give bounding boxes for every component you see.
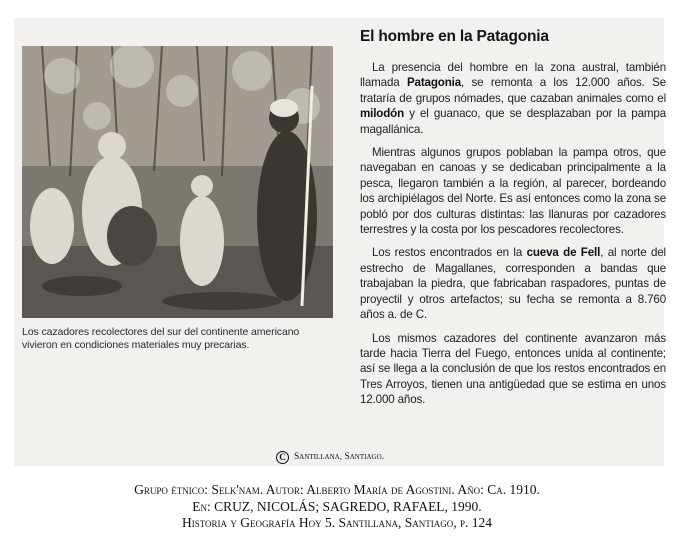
paragraph-3-text-a: Los restos encontrados en la [372,246,527,260]
paragraph-1-text-e: y el guanaco, que se desplazaban por la pampa magallánica. [360,107,666,136]
caption-line-1: Los cazadores recolectores del sur del continente americano [22,326,300,338]
paragraph-3 [360,245,666,322]
paragraph-1-text-a: La presencia del hombre en la zona austral, también llamada [360,61,666,90]
paragraph-4: Los mismos cazadores del continente avanzaron más tarde hacia Tierra del Fuego, entonces unida al continente; así se llega a la conclusión de que los restos encontrados en Tres Arroyos, tienen una antigüedad que se estima en unos 12.000 años. [360,331,666,407]
historical-photo [22,46,333,318]
copyright-notice [276,448,384,466]
photo-caption [22,326,340,352]
paragraph-3-text-c: , al norte del estrecho de Magallanes, corresponden a bandas que trabajaban la piedra, que fabricaban raspadores, puntas de proyectil y otros artefactos; su fecha se remonta a 8.760 años a. de C. [360,246,666,322]
term-patagonia: Patagonia [406,76,462,90]
copyright-icon: C [276,451,289,464]
term-milodon: milodón [360,107,405,121]
credits-line-3: Historia y Geografía Hoy 5. Santillana, Santiago, p. 124 [181,515,493,530]
caption-line-2: vivieron en condiciones materiales muy precarias. [22,339,250,351]
copyright-text: Santillana, Santiago. [294,452,385,462]
article-body [360,60,666,416]
source-credits [0,482,674,532]
article-title: El hombre en la Patagonia [360,28,549,45]
term-cueva-de-fell: cueva de Fell [526,246,601,260]
paragraph-1 [360,60,666,137]
paragraph-1-text-c: , se remonta a los 12.000 años. Se trataría de grupos nómades, que cazaban animales como el [360,76,667,105]
credits-line-1: Grupo étnico: Selk'nam. Autor: Alberto María de Agostini. Año: Ca. 1910. [134,482,540,497]
paragraph-2: Mientras algunos grupos poblaban la pampa otros, que navegaban en canoas y se dedicaban principalmente a la pesca, llegaron también a la región, al parecer, bordeando los archipiélagos del Norte. Es así entonces como la zona se pobló por dos culturas distintas: las llanuras por cazadores terrestres y la costa por los pescadores recolectores. [360,146,666,237]
credits-line-2: En: CRUZ, NICOLÁS; SAGREDO, RAFAEL, 1990. [192,498,482,514]
photo-illustration [22,46,333,318]
